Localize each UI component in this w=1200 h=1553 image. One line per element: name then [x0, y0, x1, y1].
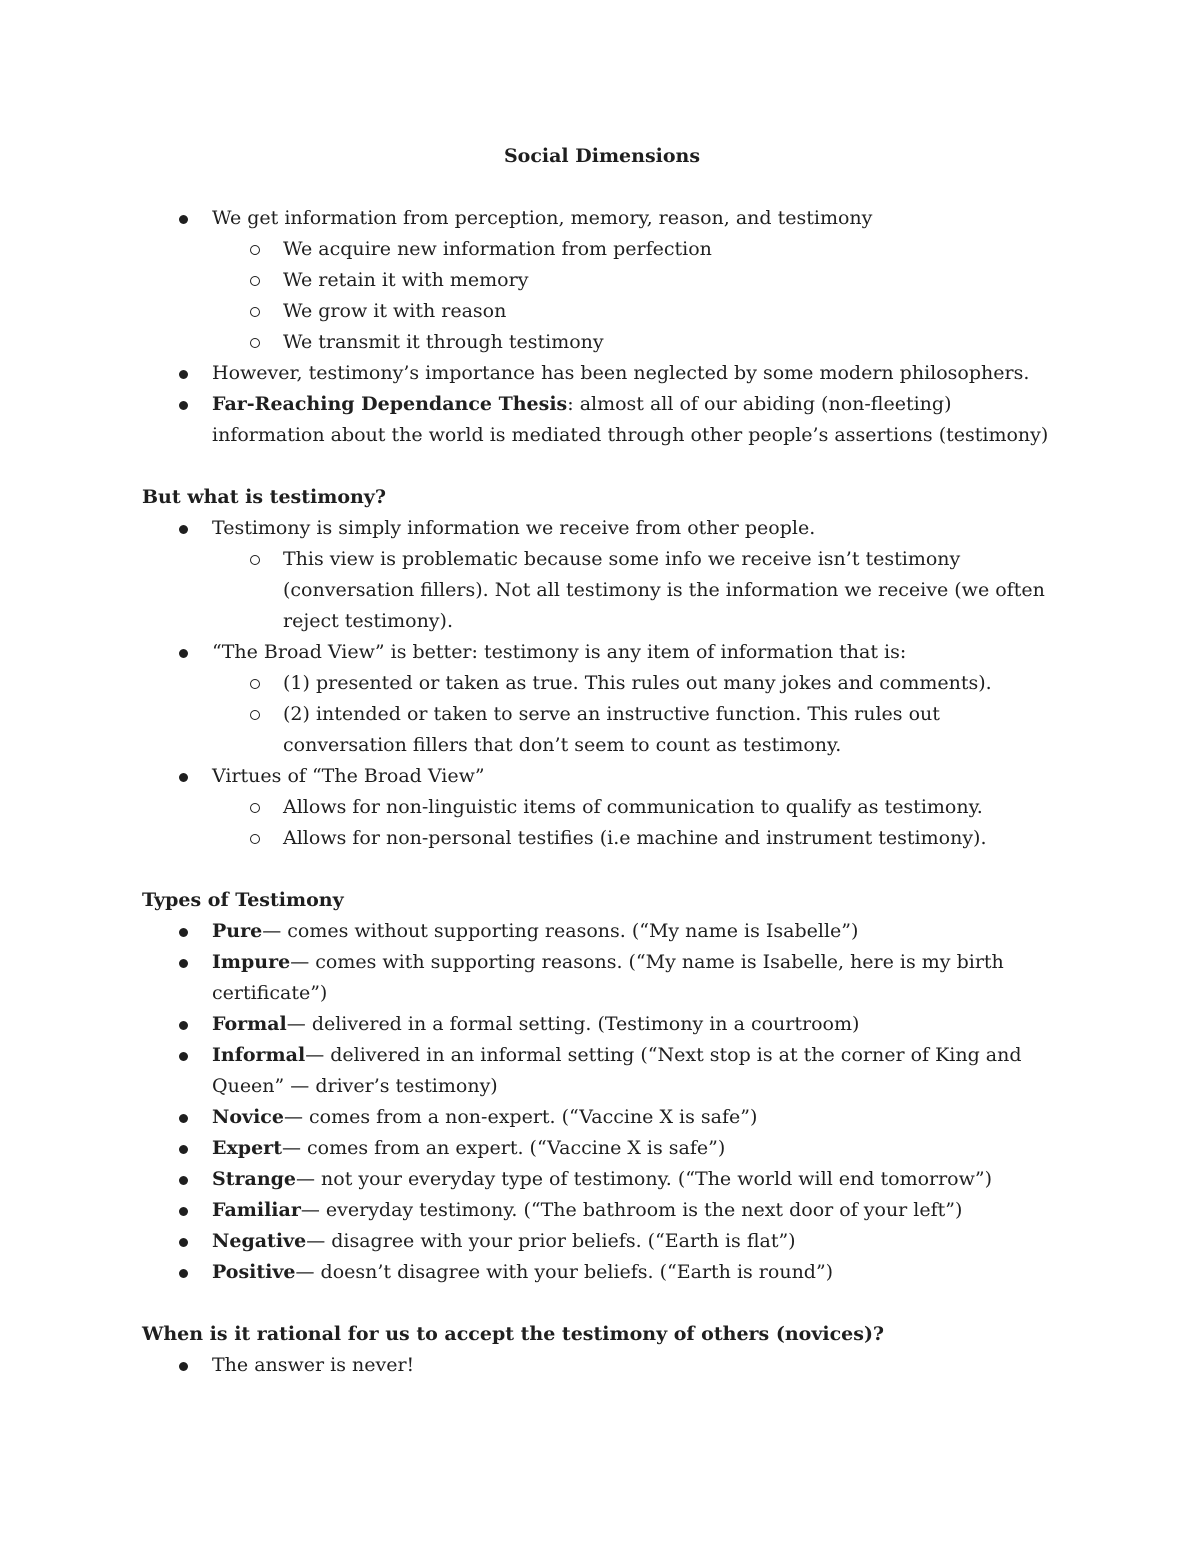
sub-list	[212, 668, 1062, 761]
list-item	[142, 916, 1062, 947]
document-title: Social Dimensions	[503, 145, 701, 167]
list-item	[142, 947, 1062, 1009]
list-item-text: — disagree with your prior beliefs. (“Earth is flat”)	[306, 1230, 796, 1252]
term-bold: Positive	[212, 1261, 296, 1283]
list-item-text: Virtues of “The Broad View”	[212, 765, 485, 787]
intro-list	[142, 203, 1062, 451]
list-item	[142, 1102, 1062, 1133]
sub-list-item: Allows for non-personal testifies (i.e machine and instrument testimony).	[142, 823, 1062, 854]
sub-list-item: (1) presented or taken as true. This rules out many jokes and comments).	[142, 668, 1062, 699]
document-page	[142, 141, 1062, 1381]
sub-list-item: We grow it with reason	[142, 296, 1062, 327]
list-item	[142, 203, 1062, 358]
list-item-text: “The Broad View” is better: testimony is any item of information that is:	[212, 641, 907, 663]
spacer	[142, 854, 1062, 885]
list-item	[142, 1040, 1062, 1102]
term-bold: Strange	[212, 1168, 297, 1190]
list-item	[142, 1009, 1062, 1040]
term-bold: Novice	[212, 1106, 284, 1128]
sub-list-item: Allows for non-linguistic items of communication to qualify as testimony.	[142, 792, 1062, 823]
sub-list-item: We retain it with memory	[142, 265, 1062, 296]
section-heading: But what is testimony?	[142, 486, 386, 508]
spacer	[142, 1288, 1062, 1319]
list-item-text: — doesn’t disagree with your beliefs. (“Earth is round”)	[295, 1261, 834, 1283]
sub-list-item: We acquire new information from perfection	[142, 234, 1062, 265]
sub-list	[212, 234, 1062, 358]
term-bold: Expert	[212, 1137, 282, 1159]
list-item-text: — comes with supporting reasons. (“My name is Isabelle, here is my birth certificate”)	[212, 951, 1004, 1004]
list-item-text: : almost all of our abiding (non-fleeting) information about the world is mediated through other people’s assertions (testimony)	[212, 393, 1049, 446]
list-item-text: — not your everyday type of testimony. (“The world will end tomorrow”)	[296, 1168, 993, 1190]
term-bold: Far-Reaching Dependance Thesis	[212, 393, 568, 415]
list-item	[142, 389, 1062, 451]
section-heading: Types of Testimony	[142, 889, 344, 911]
list-item	[142, 1164, 1062, 1195]
term-bold: Informal	[212, 1044, 306, 1066]
list-item	[142, 513, 1062, 637]
sub-list-item: This view is problematic because some info we receive isn’t testimony (conversation fillers). Not all testimony is the information we receive (we often reject testimony).	[142, 544, 1062, 637]
list-item	[142, 1195, 1062, 1226]
spacer	[142, 172, 1062, 203]
list-item-text: — delivered in an informal setting (“Next stop is at the corner of King and Queen” — driver’s testimony)	[212, 1044, 1022, 1097]
rationality-list	[142, 1350, 1062, 1381]
sub-list	[212, 544, 1062, 637]
list-item-text: We get information from perception, memory, reason, and testimony	[212, 207, 873, 229]
list-item: However, testimony’s importance has been neglected by some modern philosophers.	[142, 358, 1062, 389]
list-item	[142, 1133, 1062, 1164]
list-item: The answer is never!	[142, 1350, 1062, 1381]
list-item-text: — comes without supporting reasons. (“My name is Isabelle”)	[262, 920, 859, 942]
list-item-text: Testimony is simply information we receive from other people.	[212, 517, 816, 539]
sub-list-item: (2) intended or taken to serve an instructive function. This rules out conversation fillers that don’t seem to count as testimony.	[142, 699, 1062, 761]
list-item-text: — everyday testimony. (“The bathroom is the next door of your left”)	[300, 1199, 963, 1221]
testimony-definition-list	[142, 513, 1062, 854]
list-item	[142, 1257, 1062, 1288]
list-item	[142, 761, 1062, 854]
term-bold: Formal	[212, 1013, 287, 1035]
section-heading: When is it rational for us to accept the testimony of others (novices)?	[142, 1323, 885, 1345]
list-item-text: — comes from an expert. (“Vaccine X is safe”)	[281, 1137, 726, 1159]
term-bold: Impure	[212, 951, 291, 973]
term-bold: Familiar	[212, 1199, 301, 1221]
list-item-text: — delivered in a formal setting. (Testimony in a courtroom)	[286, 1013, 860, 1035]
spacer	[142, 451, 1062, 482]
sub-list-item: We transmit it through testimony	[142, 327, 1062, 358]
list-item	[142, 637, 1062, 761]
term-bold: Negative	[212, 1230, 307, 1252]
list-item	[142, 1226, 1062, 1257]
sub-list	[212, 792, 1062, 854]
list-item-text: — comes from a non-expert. (“Vaccine X is safe”)	[283, 1106, 758, 1128]
term-bold: Pure	[212, 920, 263, 942]
types-list	[142, 916, 1062, 1288]
